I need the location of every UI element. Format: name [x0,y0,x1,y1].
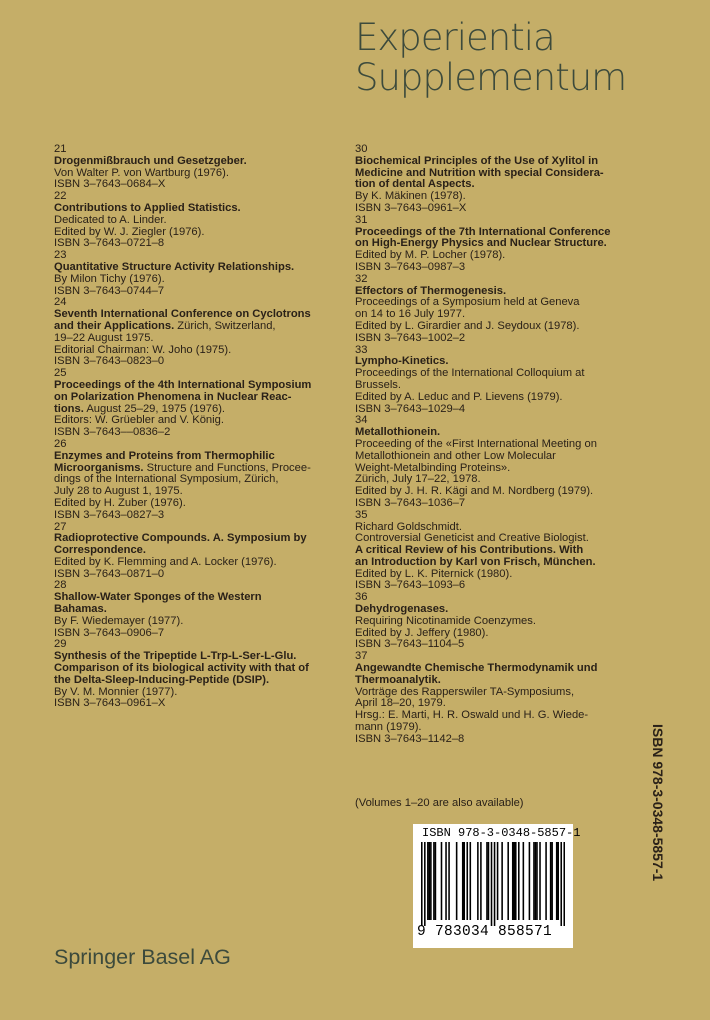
barcode-bar [462,842,464,920]
left-volume-list [54,144,354,710]
barcode-bar [480,842,482,920]
volume-title-text: Seventh International Conference on Cyclotrons [54,308,311,321]
volume-entry [54,439,354,522]
volume-title-text: Proceedings of the 7th International Conference [355,225,611,238]
volume-detail-line: Edited by H. Zuber (1976). [54,496,186,509]
volume-title-text: Comparison of its biological activity with that of [54,662,309,675]
volume-detail-line: Editorial Chairman: W. Joho (1975). [54,343,232,356]
volume-title-text: Shallow-Water Sponges of the Western [54,591,262,604]
volume-title-text: A critical Review of his Contributions. With [355,544,584,557]
volume-detail-line: Proceeding of the «First International Meeting on [355,437,597,450]
volume-title-text: Synthesis of the Tripeptide L-Trp-L-Ser-L-Glu. [54,650,297,663]
barcode-bar [486,842,488,920]
volume-detail-line: ISBN 3–7643–0684–X [54,178,166,191]
volume-detail-line: ISBN 3–7643–0987–3 [355,260,466,273]
barcode-bar [533,842,535,920]
volume-entry [54,368,354,439]
volume-author-line: Controversial Geneticist and Creative Biologist. [355,532,589,545]
barcode-bar [563,842,565,926]
barcode-bar [523,842,525,920]
barcode-bar [539,842,541,920]
volume-entry [54,250,354,297]
barcode-bar [501,842,503,920]
volume-number: 29 [54,638,67,651]
volume-title-line [54,675,354,687]
barcode-bar [497,842,499,920]
volume-entry [355,651,655,745]
volume-detail-line: Edited by M. P. Locher (1978). [355,249,506,262]
isbn-vertical-text: ISBN 978-3-0348-5857-1 [650,724,666,882]
volume-detail-line: Weight-Metalbinding Proteins». [355,461,511,474]
barcode-isbn-text: ISBN 978-3-0348-5857-1 [422,826,581,840]
volume-title-text: Lympho-Kinetics. [355,355,449,368]
volume-detail-line: Metallothionein and other Low Molecular [355,449,556,462]
volume-number: 30 [355,143,368,155]
volume-detail-line: Editors: W. Grüebler and V. König. [54,414,224,427]
volume-title-text: Biochemical Principles of the Use of Xylitol in [355,154,599,167]
volume-detail-line: Edited by A. Leduc and P. Lievens (1979). [355,390,563,403]
volume-detail-line: Edited by L. Girardier and J. Seydoux (1978). [355,319,580,332]
barcode-bar [427,842,429,920]
volume-title-text: Angewandte Chemische Thermodynamik und [355,662,598,675]
volume-detail-line: By F. Wiedemayer (1977). [54,614,184,627]
volume-number: 34 [355,414,368,427]
barcode-bar [477,842,479,920]
volume-detail-line: Von Walter P. von Wartburg (1976). [54,166,229,179]
volume-number: 22 [54,190,67,203]
barcode-bar [445,842,447,920]
volume-title-text: and their Applications. [54,319,175,332]
volume-detail-line: Edited by K. Flemming and A. Locker (1976). [54,555,277,568]
barcode-bar [536,842,538,920]
volume-detail-line: 19–22 August 1975. [54,331,154,344]
barcode-bar [513,842,515,920]
volume-detail-line: By V. M. Monnier (1977). [54,685,178,698]
volume-detail-line: By Milon Tichy (1976). [54,272,165,285]
volume-title-tail: Zürich, Switzerland, [174,319,276,332]
volume-number: 36 [355,591,368,604]
volume-entry [355,274,655,345]
volume-detail-line: Dedicated to A. Linder. [54,213,167,226]
volume-number: 31 [355,213,368,226]
barcode-digits: 9 783034 858571 [417,924,553,940]
volume-detail-line: dings of the International Symposium, Zürich, [54,473,279,486]
volume-detail-line: Edited by J. H. R. Kägi and M. Nordberg (1979). [355,485,594,498]
volume-detail-line: ISBN 3–7643–0961–X [355,201,467,214]
barcode-bar [470,842,472,920]
barcode-bar [430,842,432,920]
volume-entry [54,522,354,581]
volume-detail-line: Vorträge des Rapperswiler TA-Symposiums, [355,685,575,698]
volume-entry [355,510,655,593]
volume-title-text: Contributions to Applied Statistics. [54,201,241,214]
volume-detail-line: ISBN 3–7643–1142–8 [355,732,465,745]
barcode-bar [515,842,517,920]
volume-title-tail: Structure and Functions, Procee- [143,461,311,474]
volume-detail-line: Brussels. [355,378,402,391]
volume-number: 24 [54,296,67,309]
volume-title-text: Proceedings of the 4th International Symposium [54,378,312,391]
volume-title-text: Enzymes and Proteins from Thermophilic [54,449,275,462]
volume-detail-line: ISBN 3–7643–1104–5 [355,638,465,651]
volume-title-text: Correspondence. [54,544,147,557]
volume-detail-line: Proceedings of the International Colloquium at [355,367,585,380]
volume-detail-line: ISBN 3–7643–1036–7 [355,496,466,509]
volume-number: 33 [355,343,368,356]
volume-detail-line: July 28 to August 1, 1975. [54,485,183,498]
volume-title-text: Thermoanalytik. [355,673,441,686]
volume-title-text: tion of dental Aspects. [355,178,475,191]
volume-detail-line: Edited by W. J. Ziegler (1976). [54,225,205,238]
volume-detail-line: ISBN 3–7643–0744–7 [54,284,165,297]
volume-detail-line: ISBN 3–7643–0823–0 [54,355,165,368]
volume-detail-line: on 14 to 16 July 1977. [355,308,466,321]
volume-title-text: the Delta-Sleep-Inducing-Peptide (DSIP). [54,673,270,686]
volume-entry [54,297,354,368]
volume-title-text: on High-Energy Physics and Nuclear Structure. [355,237,607,250]
barcode-bar [557,842,559,920]
volume-number: 21 [54,143,67,155]
volume-entry [355,415,655,509]
series-title-line-2: Supplementum [355,56,627,99]
volume-title-text: Drogenmißbrauch und Gesetzgeber. [54,154,247,167]
volume-detail-line: Proceedings of a Symposium held at Geneva [355,296,580,309]
volume-detail-line: ISBN 3–7643–0827–3 [54,508,165,521]
barcode-bar [463,842,465,920]
barcode-bar [466,842,468,920]
volume-detail-line: ISBN 3–7643–0871–0 [54,567,165,580]
volume-title-text: on Polarization Phenomena in Nuclear Reac- [54,390,292,403]
barcode-bar [529,842,531,920]
volume-detail-line: ISBN 3–7643–1002–2 [355,331,466,344]
volume-entry [54,144,354,191]
volume-title-text: Quantitative Structure Activity Relationships. [54,260,295,273]
barcode-bar [556,842,558,920]
volume-title-text: Bahamas. [54,603,107,616]
volume-title-text: Microorganisms. [54,461,144,474]
barcode-bar [424,842,426,926]
series-title [355,18,626,98]
barcode-bar [551,842,553,920]
barcode-bar [535,842,537,920]
volume-author-line: Richard Goldschmidt. [355,520,462,533]
volume-detail-line: Hrsg.: E. Marti, H. R. Oswald und H. G. Wiede- [355,709,589,722]
isbn-vertical [646,724,666,984]
volume-detail-line: ISBN 3–7643–1029–4 [355,402,466,415]
volume-title-text: Dehydrogenases. [355,603,449,616]
barcode-bar [456,842,458,920]
volume-number: 23 [54,249,67,262]
barcode-bar [512,842,514,920]
volume-number: 32 [355,272,368,285]
volume-title-text: Effectors of Thermogenesis. [355,284,507,297]
volume-entry [54,639,354,710]
barcode-bar [518,842,520,920]
volume-title-line [54,262,354,274]
volume-entry [355,345,655,416]
volume-detail-line: Zürich, July 17–22, 1978. [355,473,481,486]
barcode-bar [560,842,562,926]
volume-number: 25 [54,367,67,380]
volume-detail-line: ISBN 3–7643––0836–2 [54,426,171,439]
volume-title-text: Medicine and Nutrition with special Considera- [355,166,604,179]
barcode-bar [507,842,509,920]
publisher-name: Springer Basel AG [54,945,231,969]
barcode-bar [429,842,431,920]
volume-title-line [355,557,655,569]
barcode-bar [433,842,435,920]
volume-detail-line: ISBN 3–7643–0961–X [54,697,166,710]
volume-title-text: Radioprotective Compounds. A. Symposium by [54,532,307,545]
volume-title-line [54,321,354,333]
barcode [413,824,581,948]
volume-title-text: tions. [54,402,84,415]
volume-entry [355,215,655,274]
volume-number: 28 [54,579,67,592]
barcode-bar [550,842,552,920]
volumes-note: (Volumes 1–20 are also available) [355,797,524,809]
volume-entry [355,144,655,215]
volume-detail-line: Requiring Nicotinamide Coenzymes. [355,614,536,627]
volume-title-text: Metallothionein. [355,426,441,439]
volume-detail-line: Edited by J. Jeffery (1980). [355,626,489,639]
volume-detail-line: mann (1979). [355,721,422,734]
barcode-bar [448,842,450,920]
volume-entry [54,191,354,250]
volume-title-text: an Introduction by Karl von Frisch, München. [355,555,596,568]
barcode-bar [488,842,490,920]
volume-number: 26 [54,437,67,450]
barcode-bar [421,842,423,926]
volume-detail-line: ISBN 3–7643–0906–7 [54,626,165,639]
volume-detail-line: Edited by L. K. Piternick (1980). [355,567,513,580]
volume-detail-line: April 18–20, 1979. [355,697,446,710]
volume-number: 37 [355,650,368,663]
barcode-bar [441,842,443,920]
barcode-bar [545,842,547,920]
volume-detail-line: ISBN 3–7643–0721–8 [54,237,165,250]
barcode-bar [435,842,437,920]
volume-title-line [54,203,354,215]
barcode-bar [491,842,493,926]
volume-entry [355,592,655,651]
series-title-line-1: Experientia [355,16,555,59]
right-volume-list [355,144,655,746]
volume-detail-line: By K. Mäkinen (1978). [355,190,466,203]
barcode-bar [494,842,496,926]
volume-title-line [355,675,655,687]
volume-entry [54,580,354,639]
volume-number: 27 [54,520,67,533]
volume-title-tail: August 25–29, 1975 (1976). [83,402,226,415]
volume-number: 35 [355,508,368,521]
volume-detail-line: ISBN 3–7643–1093–6 [355,579,466,592]
volume-title-line [54,156,354,168]
barcode-bars [421,842,565,926]
